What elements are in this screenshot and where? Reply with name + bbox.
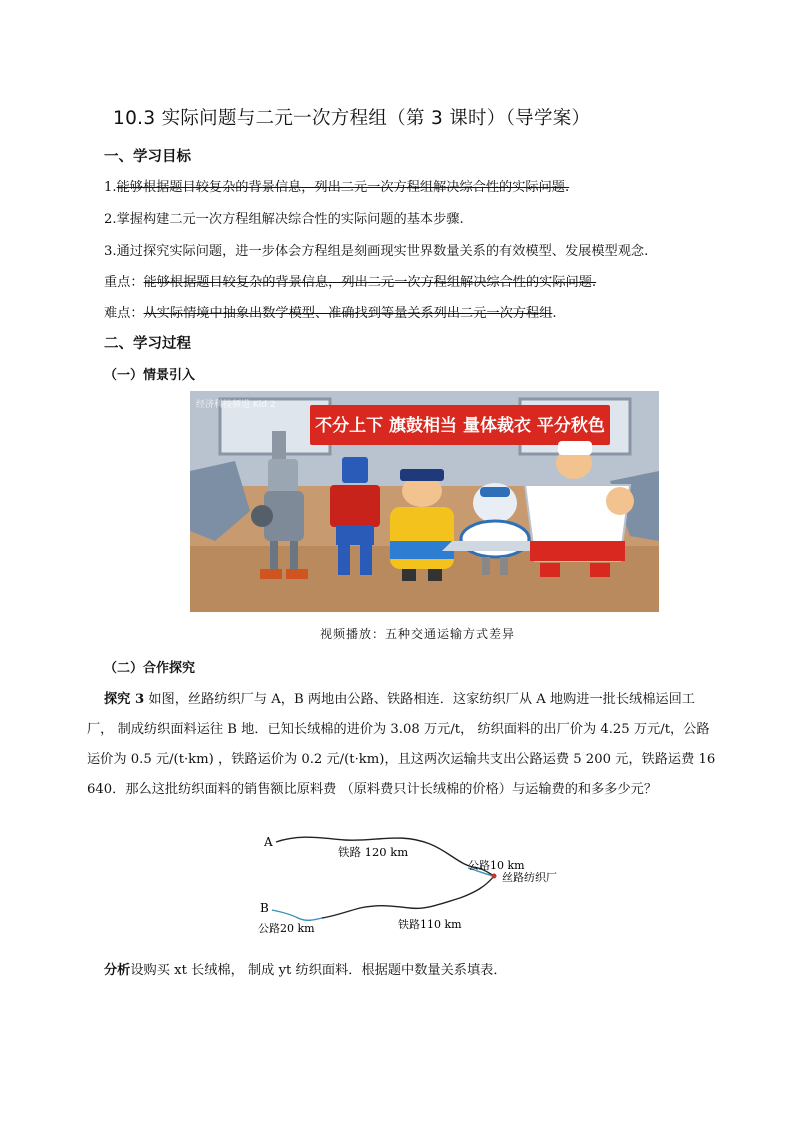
- factory-label: 丝路纺织厂: [502, 871, 557, 884]
- route-map-svg: [250, 826, 590, 942]
- problem-label: 探究 3: [104, 692, 145, 707]
- key-point-text: 能够根据题目较复杂的背景信息，列出二元一次方程组解决综合性的实际问题.: [143, 275, 597, 290]
- analysis-line: [104, 959, 507, 978]
- problem-line-2: 厂， 制成纺织面料运往 B 地．已知长绒棉的进价为 3.08 万元/t， 纺织面料的出厂价为 4.25 万元/t，公路: [87, 722, 710, 737]
- rail-a-label: 铁路 120 km: [338, 845, 409, 859]
- image-caption: 视频播放：五种交通运输方式差异: [320, 627, 516, 641]
- rail-b-label: 铁路110 km: [398, 918, 462, 931]
- goal-1: [104, 176, 569, 195]
- subheading-intro: （一）情景引入: [104, 368, 196, 383]
- section-heading-goals: 一、学习目标: [104, 149, 191, 165]
- difficulty-period: .: [552, 306, 557, 321]
- goal-3: 3.通过探究实际问题，进一步体会方程组是刻画现实世界数量关系的有效模型、发展模型观念.: [104, 244, 649, 259]
- difficulty-label: 难点：: [104, 306, 144, 321]
- analysis-text: 设购买 xt 长绒棉， 制成 yt 纺织面料．根据题中数量关系填表．: [130, 963, 507, 978]
- problem-line-1: [104, 688, 695, 707]
- video-illustration[interactable]: [190, 391, 659, 612]
- watermark-text: 经济科技频道 Kid 2: [196, 400, 276, 410]
- road-a-label: 公路10 km: [468, 859, 525, 872]
- problem-line-1-text: 如图，丝路纺织厂与 A，B 两地由公路、铁路相连．这家纺织厂从 A 地购进一批长绒棉运回工: [144, 692, 695, 707]
- difficulty: [104, 302, 557, 321]
- banner-text: 不分上下 旗鼓相当 量体裁衣 平分秋色: [315, 416, 605, 436]
- analysis-label: 分析: [104, 963, 131, 978]
- point-a-label: A: [264, 835, 273, 849]
- cartoon-transport-scene: [190, 391, 659, 612]
- route-map: [250, 826, 590, 942]
- problem-line-3: 运价为 0.5 元/(t·km) ，铁路运价为 0.2 元/(t·km)，且这两次运输共支出公路运费 5 200 元，铁路运费 16: [87, 752, 716, 767]
- goal-1-number: 1.: [104, 180, 117, 195]
- key-point: [104, 271, 596, 290]
- problem-line-4: 640．那么这批纺织面料的销售额比原料费 （原料费只计长绒棉的价格）与运输费的和多多少元？: [87, 782, 658, 797]
- difficulty-text: 从实际情境中抽象出数学模型、准确找到等量关系列出二元一次方程组: [143, 306, 553, 321]
- goal-1-text: 能够根据题目较复杂的背景信息，列出二元一次方程组解决综合性的实际问题.: [116, 180, 570, 195]
- point-b-label: B: [260, 901, 269, 915]
- page-title: 10.3 实际问题与二元一次方程组（第 3 课时）（导学案）: [113, 108, 591, 129]
- key-point-label: 重点：: [104, 275, 144, 290]
- subheading-explore: （二）合作探究: [104, 661, 196, 676]
- goal-2: 2.掌握构建二元一次方程组解决综合性的实际问题的基本步骤.: [104, 212, 464, 227]
- section-heading-process: 二、学习过程: [104, 336, 191, 352]
- road-b-label: 公路20 km: [258, 922, 315, 935]
